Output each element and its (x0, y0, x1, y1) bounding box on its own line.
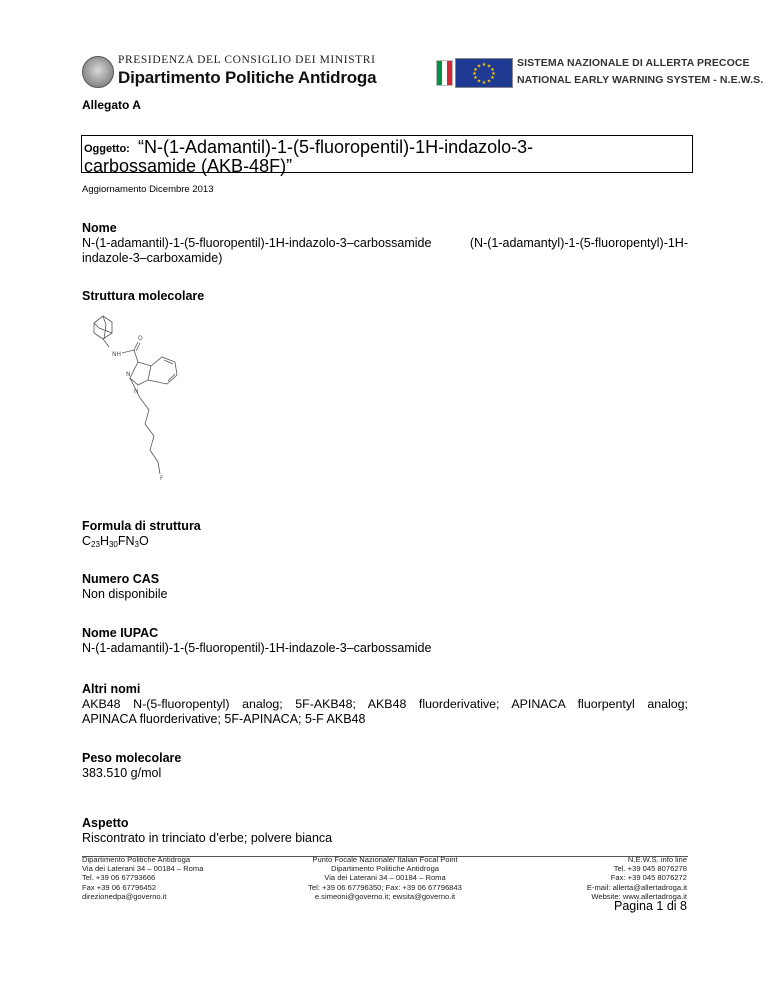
presidenza-title: PRESIDENZA DEL CONSIGLIO DEI MINISTRI (118, 54, 376, 66)
formula-value: $C_{23}H_{30}FN_3O$ (82, 534, 149, 549)
fluorine-label: F (160, 475, 164, 482)
footer-left: Dipartimento Politiche Antidroga Via dei Laterani 34 – 00184 – Roma Tel. +39 06 67793666 Fax +39 06 67796452 direzionedpa@governo.it (82, 855, 204, 901)
nome-line1 (82, 236, 688, 250)
iupac-heading: Nome IUPAC (82, 626, 159, 640)
svg-text:★: ★ (476, 78, 482, 85)
svg-text:★: ★ (473, 67, 478, 73)
svg-text:★: ★ (490, 75, 495, 81)
oggetto-title-line2: carbossamide (AKB-48F)” (84, 156, 293, 176)
oggetto-label: Oggetto: (84, 143, 130, 155)
altri-nomi-line2: APINACA fluorderivative; 5F-APINACA; 5-F AKB48 (82, 712, 366, 726)
formula-heading: Formula di struttura (82, 519, 201, 533)
eu-flag-icon (455, 58, 513, 88)
altri-nomi-heading: Altri nomi (82, 682, 141, 696)
aspetto-value: Riscontrato in trinciato d’erbe; polvere bianca (82, 831, 333, 845)
peso-value: 383.510 g/mol (82, 766, 162, 780)
cas-heading: Numero CAS (82, 572, 160, 586)
government-emblem-icon (82, 56, 114, 88)
svg-text:★: ★ (491, 71, 496, 77)
svg-text:★: ★ (490, 67, 495, 73)
footer-center: Punto Focale Nazionale/ Italian Focal Point Dipartimento Politiche Antidroga Via dei Laterani 34 – 00184 – Roma Tel: +39 06 67796350; Fax: +39 06 67796843 e.simeoni@governo.it; ewsita@governo.it (308, 855, 462, 901)
nh-label: NH (112, 351, 121, 358)
aspetto-heading: Aspetto (82, 816, 129, 830)
altri-nomi-line1: AKB48 N-(5-fluoropentyl) analog; 5F-AKB48; AKB48 fluorderivative; APINACA fluorpentyl analog; (82, 697, 688, 711)
news-title-en: NATIONAL EARLY WARNING SYSTEM - N.E.W.S. (517, 74, 764, 86)
nome-line2: indazole-3–carboxamide) (82, 251, 223, 265)
nome-heading: Nome (82, 221, 117, 235)
svg-text:★: ★ (481, 80, 487, 86)
footer-right: N.E.W.S. info line Tel. +39 045 8076278 Fax: +39 045 8076272 E-mail: allerta@allertadroga.it Website: www.allertadroga.it (586, 855, 687, 901)
nitrogen-label-1: N (126, 371, 131, 378)
allegato-label: Allegato A (82, 98, 141, 112)
svg-text:★: ★ (481, 62, 487, 68)
molecular-structure-diagram (82, 306, 204, 482)
iupac-value: N-(1-adamantil)-1-(5-fluoropentil)-1H-indazole-3–carbossamide (82, 641, 432, 655)
news-title-it: SISTEMA NAZIONALE DI ALLERTA PRECOCE (517, 57, 750, 69)
oggetto-title-line1: “N-(1-Adamantil)-1-(5-fluoropentil)-1H-indazolo-3- (138, 137, 534, 157)
cas-value: Non disponibile (82, 587, 168, 601)
update-date: Aggiornamento Dicembre 2013 (82, 184, 214, 195)
nome-italian: N-(1-adamantil)-1-(5-fluoropentil)-1H-indazolo-3–carbossamide (82, 236, 432, 250)
oxygen-label: O (138, 335, 143, 342)
peso-heading: Peso molecolare (82, 751, 182, 765)
page-number: Pagina 1 di 8 (614, 899, 687, 913)
svg-text:★: ★ (473, 75, 478, 81)
nome-english: (N-(1-adamantyl)-1-(5-fluoropentyl)-1H- (469, 236, 688, 250)
nitrogen-label-2: N (134, 388, 139, 395)
svg-text:★: ★ (486, 63, 492, 70)
struttura-heading: Struttura molecolare (82, 289, 205, 303)
svg-text:★: ★ (486, 78, 492, 85)
dipartimento-title: Dipartimento Politiche Antidroga (118, 68, 377, 87)
italian-flag-icon (436, 60, 453, 86)
svg-text:★: ★ (476, 63, 482, 70)
svg-text:★: ★ (472, 71, 477, 77)
